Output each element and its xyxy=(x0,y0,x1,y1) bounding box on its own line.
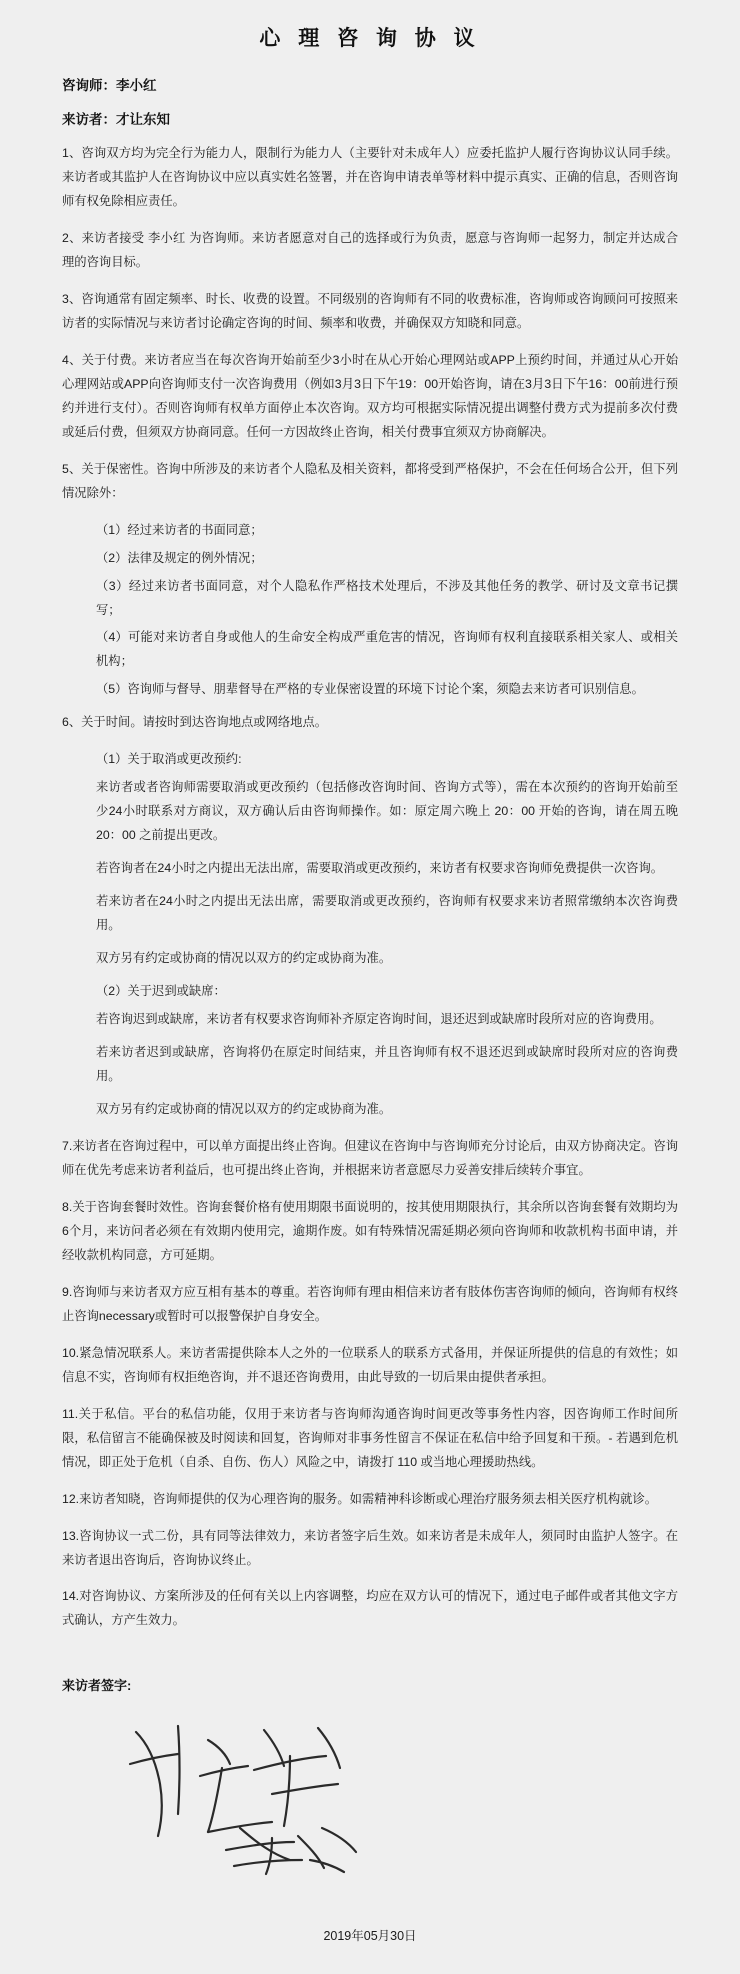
clause-6: 6、关于时间。请按时到达咨询地点或网络地点。 xyxy=(62,715,328,730)
time-sub1-item-4: 双方另有约定或协商的情况以双方的约定或协商为准。 xyxy=(96,951,392,966)
confidentiality-item-5: （5）咨询师与督导、朋辈督导在严格的专业保密设置的环境下讨论个案，须隐去来访者可识别信息。 xyxy=(96,682,644,697)
clause-14: 14.对咨询协议、方案所涉及的任何有关以上内容调整，均应在双方认可的情况下，通过电子邮件或者其他文字方式确认，方产生效力。 xyxy=(62,1589,678,1628)
clause-1: 1、咨询双方均为完全行为能力人，限制行为能力人（主要针对未成年人）应委托监护人履行咨询协议认同手续。来访者或其监护人在咨询协议中应以真实姓名签署，并在咨询申请表单等材料中提示真实、正确的信息，否则咨询师有权免除相应责任。 xyxy=(62,146,678,208)
visitor-name: 才让东知 xyxy=(116,112,170,127)
clause-8: 8.关于咨询套餐时效性。咨询套餐价格有使用期限书面说明的，按其使用期限执行，其余所以咨询套餐有效期均为6个月，来访问者必须在有效期内使用完，逾期作废。如有特殊情况需延期必须向咨询师和收款机构书面申请，并经收款机构同意，方可延期。 xyxy=(62,1199,678,1262)
time-sub1-item-3: 若来访者在24小时之内提出无法出席，需要取消或更改预约，咨询师有权要求来访者照常缴纳本次咨询费用。 xyxy=(96,894,678,933)
document-date: 2019年05月30日 xyxy=(323,1929,417,1944)
confidentiality-item-1: （1）经过来访者的书面同意； xyxy=(96,522,263,537)
signature-label: 来访者签字: xyxy=(62,1678,132,1694)
confidentiality-item-2: （2）法律及规定的例外情况； xyxy=(96,550,263,565)
confidentiality-item-4: （4）可能对来访者自身或他人的生命安全构成严重危害的情况，咨询师有权利直接联系相关家人、或相关机构； xyxy=(96,630,678,669)
clause-10: 10.紧急情况联系人。来访者需提供除本人之外的一位联系人的联系方式备用，并保证所提供的信息的有效性；如信息不实，咨询师有权拒绝咨询，并不退还咨询费用，由此导致的一切后果由提供者承担。 xyxy=(62,1345,678,1384)
time-sub2-item-3: 双方另有约定或协商的情况以双方的约定或协商为准。 xyxy=(96,1101,392,1116)
visitor-label: 来访者： xyxy=(62,112,116,127)
clause-13: 13.咨询协议一式二份，具有同等法律效力，来访者签字后生效。如来访者是未成年人，须同时由监护人签字。在来访者退出咨询后，咨询协议终止。 xyxy=(62,1528,678,1567)
time-sub1-heading: （1）关于取消或更改预约: xyxy=(96,752,242,767)
confidentiality-item-3: （3）经过来访者书面同意，对个人隐私作严格技术处理后，不涉及其他任务的教学、研讨及文章书记撰写； xyxy=(96,578,678,617)
handwritten-signature-icon xyxy=(122,1710,382,1900)
clause-12: 12.来访者知晓，咨询师提供的仅为心理咨询的服务。如需精神科诊断或心理治疗服务须去相关医疗机构就诊。 xyxy=(62,1491,658,1506)
visitor-line xyxy=(62,108,678,128)
counselor-name: 李小红 xyxy=(116,78,157,93)
signature-area xyxy=(62,1700,678,1900)
clause-5: 5、关于保密性。咨询中所涉及的来访者个人隐私及相关资料，都将受到严格保护，不会在任何场合公开，但下列情况除外： xyxy=(62,461,678,500)
clause-2: 2、来访者接受 李小红 为咨询师。来访者愿意对自己的选择或行为负责，愿意与咨询师一起努力，制定并达成合理的咨询目标。 xyxy=(62,230,678,269)
time-sub1-item-2: 若咨询者在24小时之内提出无法出席，需要取消或更改预约，来访者有权要求咨询师免费提供一次咨询。 xyxy=(96,861,664,876)
clause-11: 11.关于私信。平台的私信功能，仅用于来访者与咨询师沟通咨询时间更改等事务性内容，因咨询师工作时间所限，私信留言不能确保被及时阅读和回复，咨询师对非事务性留言不保证在私信中给予回复和干预。- 若遇到危机情况，即正处于危机（自杀、自伤、伤人）风险之中，请拨打 110 或当地心理援助热线。 xyxy=(62,1406,678,1469)
time-sub2-item-2: 若来访者迟到或缺席，咨询将仍在原定时间结束，并且咨询师有权不退还迟到或缺席时段所对应的咨询费用。 xyxy=(96,1045,678,1083)
page-title: 心 理 咨 询 协 议 xyxy=(259,27,481,50)
time-sub1-item-1: 来访者或者咨询师需要取消或更改预约（包括修改咨询时间、咨询方式等），需在本次预约的咨询开始前至少24小时联系对方商议，双方确认后由咨询师操作。如：原定周六晚上 20：00 开始的咨询，请在周五晚 20：00 之前提出更改。 xyxy=(96,780,678,843)
clause-3: 3、咨询通常有固定频率、时长、收费的设置。不同级别的咨询师有不同的收费标准，咨询师或咨询顾问可按照来访者的实际情况与来访者讨论确定咨询的时间、频率和收费，并确保双方知晓和同意。 xyxy=(62,291,678,330)
counselor-label: 咨询师： xyxy=(62,78,116,93)
clause-9: 9.咨询师与来访者双方应互相有基本的尊重。若咨询师有理由相信来访者有肢体伤害咨询师的倾向，咨询师有权终止咨询necessary或暂时可以报警保护自身安全。 xyxy=(62,1284,678,1323)
time-sub2-heading: （2）关于迟到或缺席： xyxy=(96,984,226,999)
clause-4: 4、关于付费。来访者应当在每次咨询开始前至少3小时在从心开始心理网站或APP上预约时间，并通过从心开始心理网站或APP向咨询师支付一次咨询费用（例如3月3日下午19：00开始咨询，请在3月3日下午16：00前进行预约并进行支付）。否则咨询师有权单方面停止本次咨询。双方均可根据实际情况提出调整付费方式为提前多次付费或延后付费，但须双方协商同意。任何一方因故终止咨询，相关付费事宜须双方协商解决。 xyxy=(62,352,678,439)
counselor-line xyxy=(62,74,678,94)
time-sub2-item-1: 若咨询迟到或缺席，来访者有权要求咨询师补齐原定咨询时间，退还迟到或缺席时段所对应的咨询费用。 xyxy=(96,1012,662,1027)
clause-7: 7.来访者在咨询过程中，可以单方面提出终止咨询。但建议在咨询中与咨询师充分讨论后，由双方协商决定。咨询师在优先考虑来访者利益后，也可提出终止咨询，并根据来访者意愿尽力妥善安排后续转介事宜。 xyxy=(62,1138,678,1177)
